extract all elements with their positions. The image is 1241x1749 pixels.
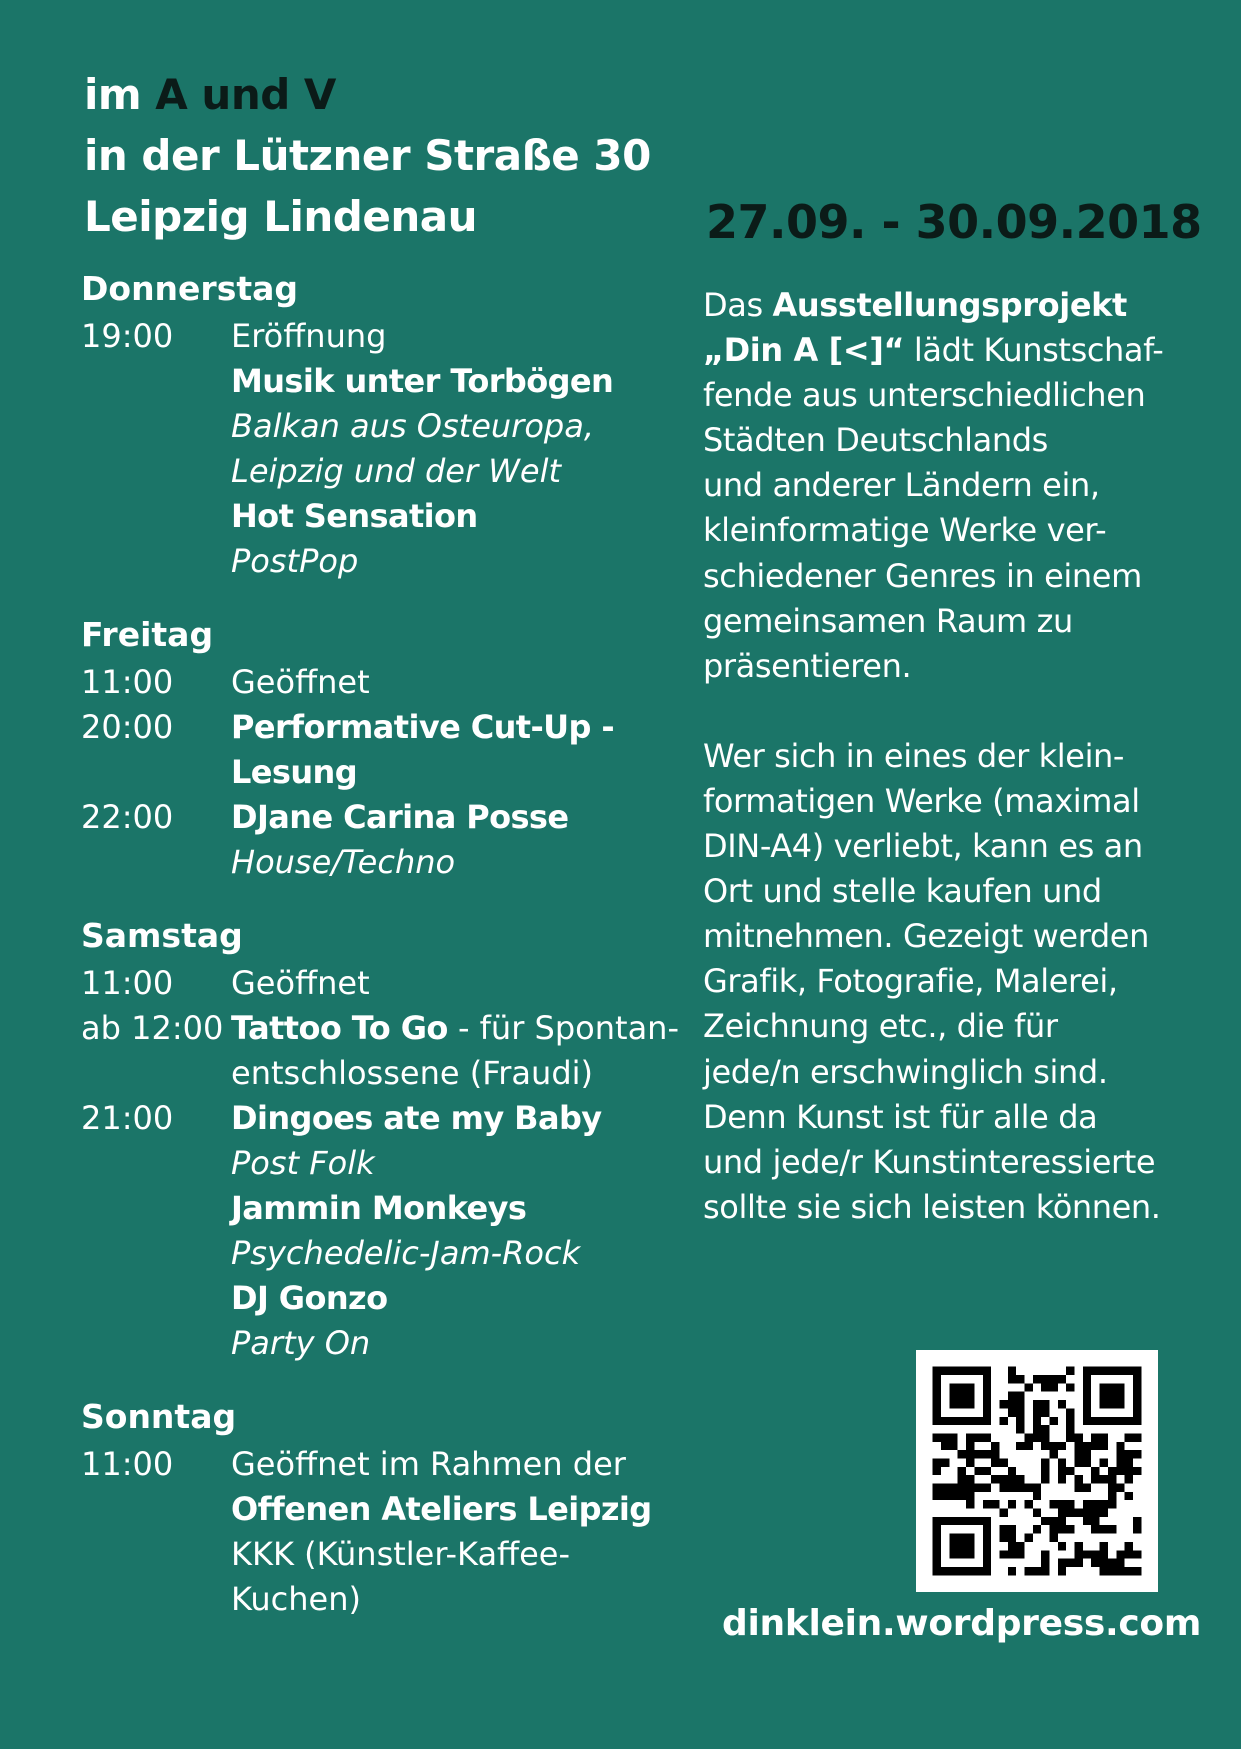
act-name: DJane Carina Posse: [231, 798, 569, 836]
schedule-row: [81, 314, 681, 584]
entry: Eröffnung Musik unter Torbögen Balkan aus Osteuropa, Leipzig und der Welt Hot Sensation PostPop: [231, 314, 613, 584]
qr-code[interactable]: [916, 1350, 1158, 1592]
website-link[interactable]: dinklein.wordpress.com: [722, 1603, 1202, 1644]
schedule-row: [81, 660, 681, 705]
act-genre: Balkan aus Osteuropa,: [231, 407, 594, 445]
schedule-row: [81, 1096, 681, 1366]
time: 19:00: [81, 317, 174, 355]
day-thursday: [81, 264, 681, 584]
venue-heading: [84, 64, 651, 247]
act-name: Lesung: [231, 753, 358, 791]
schedule-row: [81, 1006, 681, 1096]
day-saturday: [81, 911, 681, 1366]
time: 11:00: [81, 663, 174, 701]
day-title: Samstag: [81, 916, 243, 955]
venue-line-3: Leipzig Lindenau: [84, 192, 477, 241]
day-sunday: [81, 1392, 681, 1622]
entry: [231, 705, 614, 795]
entry: Geöffnet: [231, 663, 370, 701]
act-name: Jammin Monkeys: [231, 1189, 527, 1227]
venue-line-1: im A und V: [84, 70, 336, 119]
act-name: DJ Gonzo: [231, 1279, 388, 1317]
day-title: Sonntag: [81, 1397, 237, 1436]
time: 11:00: [81, 1445, 174, 1483]
day-friday: [81, 610, 681, 885]
venue-line-2: in der Lützner Straße 30: [84, 131, 651, 180]
time: 22:00: [81, 798, 174, 836]
description: Das Ausstellungsprojekt „Din A [<]“ lädt Kunstschaf- fende aus unterschiedlichen Städten Deutschlands und anderer Ländern ein, kleinformatige Werke ver- schiedener Genres in einem gemeinsamen Raum zu präsentieren. Wer sich in eines der klein- formatigen Werke (maximal DIN-A4) verliebt, kann es an Ort und stelle kaufen und mitnehmen. Gezeigt werden Grafik, Fotografie, Malerei, Zeichnung etc., die für jede/n erschwinglich sind. Denn Kunst ist für alle da und jede/r Kunstinteressierte sollte sie sich leisten können.: [703, 286, 1164, 1226]
act-genre: Post Folk: [231, 1144, 375, 1182]
schedule-row: [81, 705, 681, 795]
act-name: Performative Cut-Up -: [231, 708, 615, 746]
schedule-row: [81, 961, 681, 1006]
act-name: Musik unter Torbögen: [231, 362, 614, 400]
time: ab 12:00: [81, 1009, 224, 1047]
qr-code-icon: [916, 1350, 1158, 1592]
day-title: Donnerstag: [81, 269, 299, 308]
entry: [231, 795, 568, 885]
act-genre: House/Techno: [231, 843, 456, 881]
act-genre: Psychedelic-Jam-Rock: [231, 1234, 581, 1272]
entry: Tattoo To Go - für Spontan- entschlossene (Fraudi): [231, 1009, 679, 1092]
time: 11:00: [81, 964, 174, 1002]
entry: [231, 1096, 602, 1366]
act-name: Tattoo To Go: [231, 1009, 448, 1047]
act-genre: PostPop: [231, 542, 359, 580]
date-range: 27.09. - 30.09.2018: [706, 195, 1202, 249]
schedule: [81, 264, 681, 1622]
project-label: Ausstellungsprojekt: [772, 286, 1127, 324]
entry: Geöffnet: [231, 964, 370, 1002]
venue-name: A und V: [155, 70, 336, 119]
act-name: Dingoes ate my Baby: [231, 1099, 602, 1137]
day-title: Freitag: [81, 615, 214, 654]
act-name: Offenen Ateliers Leipzig: [231, 1490, 652, 1528]
time: 21:00: [81, 1099, 174, 1137]
schedule-row: [81, 795, 681, 885]
act-genre: Party On: [231, 1324, 371, 1362]
act-genre: Leipzig und der Welt: [231, 452, 562, 490]
time: 20:00: [81, 708, 174, 746]
schedule-row: [81, 1442, 681, 1622]
entry: Geöffnet im Rahmen der Offenen Ateliers Leipzig KKK (Künstler-Kaffee- Kuchen): [231, 1445, 652, 1618]
act-name: Hot Sensation: [231, 497, 478, 535]
project-name: „Din A [<]“: [703, 331, 905, 370]
